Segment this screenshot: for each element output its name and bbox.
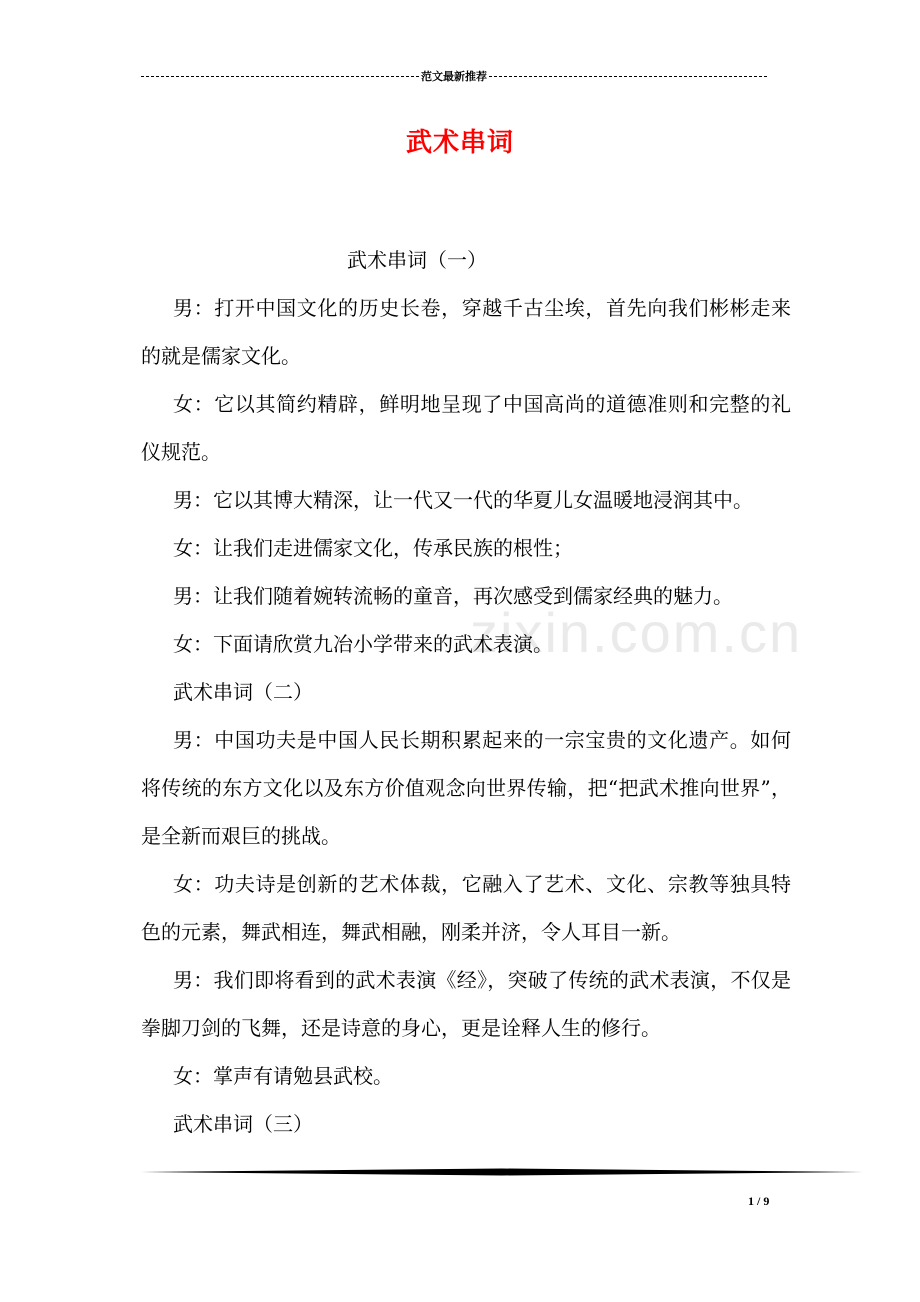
- paragraph: 女：下面请欣赏九冶小学带来的武术表演。: [173, 632, 553, 656]
- header-label: 范文最新推荐: [421, 71, 487, 83]
- section-heading-1: 武术串词（一）: [347, 248, 487, 272]
- paragraph: 男：让我们随着婉转流畅的童音，再次感受到儒家经典的魅力。: [173, 584, 733, 608]
- paragraph: 女：让我们走进儒家文化，传承民族的根性；: [173, 536, 573, 560]
- paragraph: 男：我们即将看到的武术表演《经》，突破了传统的武术表演，不仅是拳脚刀剑的飞舞，还是诗意的身心，更是诠释人生的修行。: [141, 968, 791, 1040]
- section-heading-2: 武术串词（二）: [173, 680, 313, 704]
- paragraph: 女：功夫诗是创新的艺术体裁，它融入了艺术、文化、宗教等独具特色的元素，舞武相连，舞武相融，刚柔并济，令人耳目一新。: [141, 872, 791, 944]
- header-dash-right: [489, 76, 767, 77]
- paragraph: 男：中国功夫是中国人民长期积累起来的一宗宝贵的文化遗产。如何将传统的东方文化以及东方价值观念向世界传输，把“把武术推向世界”，是全新而艰巨的挑战。: [141, 728, 791, 848]
- document-title: 武术串词: [405, 128, 514, 158]
- page-header: [141, 68, 767, 84]
- footer-rule: [141, 1168, 863, 1176]
- paragraph: 女：掌声有请勉县武校。: [173, 1064, 393, 1088]
- section-heading-3: 武术串词（三）: [173, 1112, 313, 1136]
- header-dash-left: [141, 76, 419, 77]
- watermark: zixin.com.cn: [470, 601, 803, 664]
- paragraph: 男：它以其博大精深，让一代又一代的华夏儿女温暖地浸润其中。: [173, 488, 753, 512]
- page-number: 1 / 9: [748, 1194, 770, 1208]
- document-body: [141, 236, 791, 1148]
- paragraph: 男：打开中国文化的历史长卷，穿越千古尘埃，首先向我们彬彬走来的就是儒家文化。: [141, 296, 791, 368]
- paragraph: 女：它以其简约精辟，鲜明地呈现了中国高尚的道德准则和完整的礼仪规范。: [141, 392, 791, 464]
